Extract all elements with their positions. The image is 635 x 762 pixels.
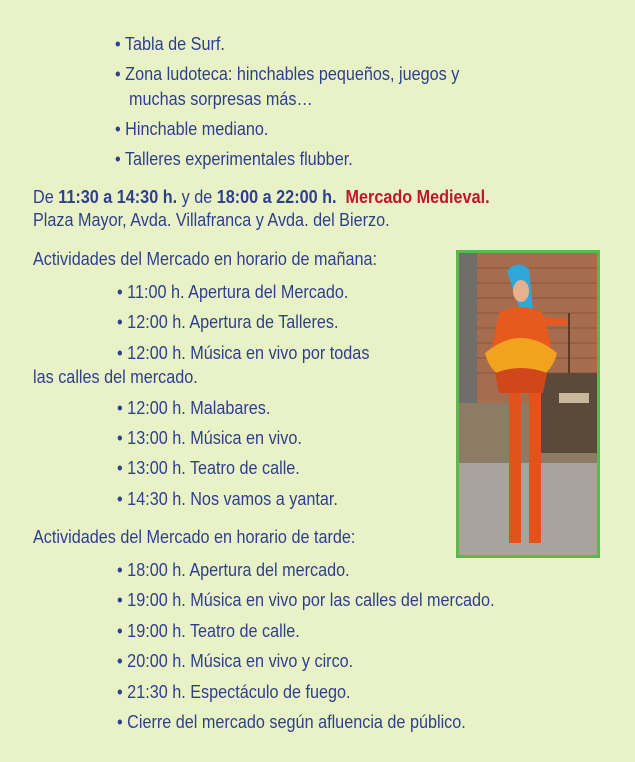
afternoon-heading: Actividades del Mercado en horario de tarde: bbox=[33, 527, 356, 547]
list-item: • 19:00 h. Teatro de calle. bbox=[117, 620, 300, 642]
list-item: • 12:00 h. Malabares. bbox=[117, 397, 270, 419]
schedule-time-afternoon: 18:00 a 22:00 h. bbox=[216, 187, 337, 207]
list-item: • 14:30 h. Nos vamos a yantar. bbox=[117, 488, 338, 510]
list-item: • Talleres experimentales flubber. bbox=[115, 148, 353, 170]
list-item-continuation: muchas sorpresas más… bbox=[129, 89, 313, 109]
list-item-continuation: las calles del mercado. bbox=[33, 367, 198, 387]
schedule-prefix: De bbox=[33, 187, 59, 207]
list-item: • 18:00 h. Apertura del mercado. bbox=[117, 559, 350, 581]
schedule-line bbox=[33, 186, 490, 208]
list-item: • 12:00 h. Apertura de Talleres. bbox=[117, 311, 339, 333]
list-item: • 11:00 h. Apertura del Mercado. bbox=[117, 281, 348, 303]
list-item: • Tabla de Surf. bbox=[115, 33, 225, 55]
morning-heading: Actividades del Mercado en horario de mañana: bbox=[33, 249, 378, 269]
schedule-time-morning: 11:30 a 14:30 h. bbox=[58, 187, 178, 207]
list-item: • 21:30 h. Espectáculo de fuego. bbox=[117, 681, 351, 703]
stilt-performer-photo bbox=[456, 250, 600, 558]
list-item: • 13:00 h. Teatro de calle. bbox=[117, 457, 300, 479]
list-item: • 20:00 h. Música en vivo y circo. bbox=[117, 650, 353, 672]
list-item: • 12:00 h. Música en vivo por todas bbox=[117, 342, 369, 364]
schedule-location: Plaza Mayor, Avda. Villafranca y Avda. del Bierzo. bbox=[33, 210, 390, 230]
list-item: • 13:00 h. Música en vivo. bbox=[117, 427, 302, 449]
list-item: • 19:00 h. Música en vivo por las calles del mercado. bbox=[117, 589, 495, 611]
list-item: • Hinchable mediano. bbox=[115, 118, 268, 140]
list-item: • Zona ludoteca: hinchables pequeños, juegos y bbox=[115, 63, 459, 85]
schedule-connector: y de bbox=[177, 187, 217, 207]
list-item: • Cierre del mercado según afluencia de público. bbox=[117, 711, 466, 733]
event-name: Mercado Medieval. bbox=[345, 187, 490, 207]
